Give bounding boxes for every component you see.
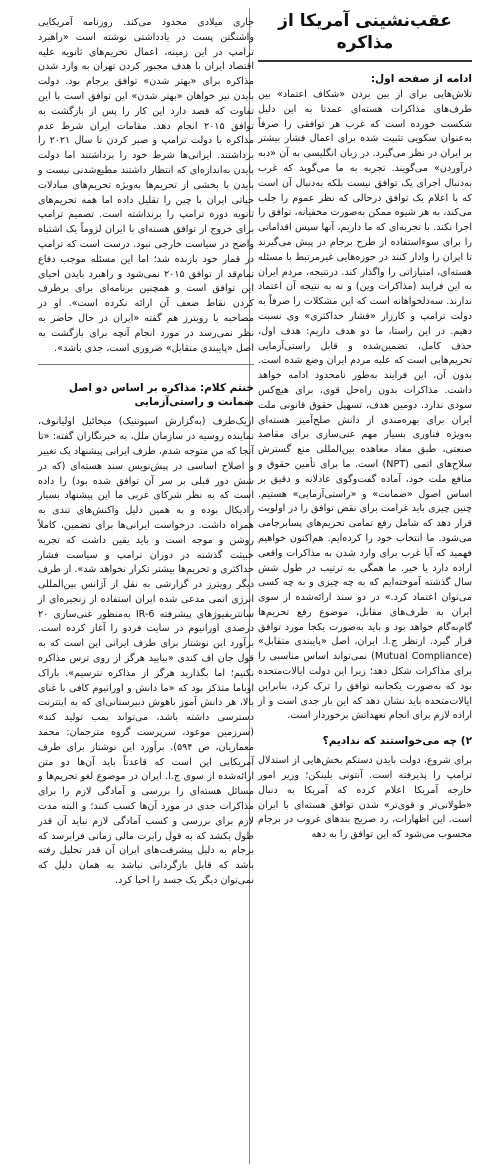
- headline-box: [258, 10, 472, 62]
- right-body-text: تلاش‌هایی برای از بین بردن «شکاف اعتماد» بین طرف‌های مذاکرات هسته‌ای عمدتا به این دلیل شکست خورده است که غرب هر توافقی را صرفاً به‌عنوان سکویی تثبیت شده برای اعمال فشار بیشتر بر ایران در نظر می‌گیرد. در زبان انگلیسی به آن «دبه درآوردن» می‌گویند. تجربه به ما می‌گوید که غرب به‌دنبال اجرای یک توافق نیست بلکه به‌دنبال آن است که با اعلام یک توافق درحالی که نظر عموم را جلب می‌کند، به هر شیوه ممکن به‌صورت مخفیانه، توافق را اجرا نکند. با تجربه‌ای که ما داریم، آنها سپس اقداماتی را برای سوءاستفاده از طرح برجام در پیش می‌گیرند تا ایران را وادار کنند در حوزه‌هایی غیرمرتبط با مسئله هسته‌ای، امتیازاتی را واگذار کند. درنتیجه، مردم ایران به این فرایند (مذاکرات وین) و نه به نتیجه آن اعتماد ندارند. سه‌دلخواهانه است که این مشکلات را صرفاً به دولت ترامپ و کارزار «فشار حداکثری» وی نسبت دهیم. در این راستا، ما دو هدف داریم: هدف اول، حذف کامل، تضمین‌شده و قابل راستی‌آزمایی تحریم‌هایی است که علیه مردم ایران وضع شده است. بدون آن، این فرایند به‌طور نامحدود ادامه خواهد داشت. مذاکرات بدون راه‌حل قوی، برای هیچ‌کس سودی ندارد. دومین هدف، تسهیل حقوق قانونی ملت ایران برای بهره‌مندی از دانش صلح‌آمیز هسته‌ای به‌ویژه فناوری بسیار مهم غنی‌سازی برای مقاصد صنعتی، طبق مفاد معاهده بین‌المللی منع گسترش سلاح‌های اتمی (NPT) است. ما برای تأمین حقوق و منافع ملت خود، آماده گفت‌وگوی عادلانه و دقیق بر اساس اصول «ضمانت» و «راستی‌آزمایی» هستیم. چنین چیزی باید غرامت برای نقض توافق را در اولویت قرار دهد که شامل رفع تمامی تحریم‌های پسابرجامی می‌شود. ما انتخاب خود را کرده‌ایم. هم‌اکنون خواهیم فهمید که آیا غرب برای وارد شدن به مذاکرات واقعی اراده دارد یا خیر. ما همگی به ترتیب در طول شش سال گذشته آموخته‌ایم که به چه چیزی و به چه کسی می‌توان اعتماد کرد.» در دو سند ارائه‌شده از سوی ایران به طرف‌های مقابل، موضوع رفع تحریم‌ها گام‌به‌گام خواهد بود و باید به‌صورت یکجا مورد توافق قرار گیرد. ازنظر ج.ا. ایران، اصل «پایبندی متقابل» (Mutual Compliance) نمی‌تواند اساس مناسبی را برای مذاکرات شکل دهد؛ زیرا این دولت ایالات‌متحده بود که به‌صورت یکجانبه توافق را ترک کرد، بنابراین ایالات‌متحده باید نشان دهد که این بار جدی است و از اراده لازم برای انجام تعهداتش برخوردار است.: [258, 89, 472, 722]
- conclusion-body-text: ازیک‌طرف (به‌گزارش اسپوتنیک) میخائیل اولیانوف، نماینده روسیه در سازمان ملل، به خبرنگاران گفته: «تا آنجا که من متوجه شدم، طرف ایرانی پیشنهاد یک تغییر و اصلاح اساسی در پیش‌نویس سند هسته‌ای (که در شش دور قبلی بر سر آن توافق شده بود) را داده است که به نظر شرکای غربی ما این پیشنهاد بسیار رادیکال بوده و به همین دلیل واکنش‌های تندی به همراه داشت. درخواست ایرانی‌ها برای تضمین، کاملاً روشن و موجه است و باید یقین داشت که تجربه خبیثت گذشته در دوران ترامپ و سیاست فشار حداکثری و تحریم‌ها بیشتر تکرار نخواهد شد». از طرف دیگر رویترز در گزارشی به نقل از آژانس بین‌المللی انرژی اتمی مدعی شده ایران استفاده از زنجیره‌ای از سانتریفیوژهای پیشرفته IR-6 به‌منظور غنی‌سازی ۲۰ درصدی اورانیوم در سایت فردو را آغاز کرده است. برآورد این نوشتار برای طرف ایرانی این است که به قول جان اف کندی «بیایید هرگز از روی ترس مذاکره نکنیم؛ اما بگذارید هرگز از مذاکره نترسیم». باراک اوباما متذکر بود که «ما دانش و اورانیوم کافی با غنای بالا، هر دانش آموز باهوش دبیرستانی‌ای که به اینترنت دسترسی داشته باشد، می‌تواند بمب تولید کند» (سرزمین موعود، سرپرست گروه مترجمان: محمد معماریان، ص ۵۹۴). برآورد این نوشتار برای طرف آمریکایی این است که قاعدتاً باید آن‌ها دو متن ارائه‌شده از سوی ج.ا. ایران در موضوع لغو تحریم‌ها و مسائل هسته‌ای را بررسی و آمادگی لازم را برای مذاکرات جدی در مورد آن‌ها کسب کنند؛ و البته مدت لازم برای بررسی و کسب آمادگی لازم نباید آن قدر طول بکشد که به قول رابرت مالی زمانی فرابرسد که برجام به دلیل پیشرفت‌های ایران آن قدر تحلیل رفته باشد که قابل بازگردانی نباشد به همان دلیل که نمی‌توان دیگر یک جسد را احیا کرد.: [38, 416, 255, 887]
- left-body-text: جاری میلادی محدود می‌کند. روزنامه آمریکایی واشنگتن پست در یادداشتی نوشته است «راهبرد ترامپ در این زمینه، اعمال تحریم‌های ثانویه علیه اقتصاد ایران با هدف مجبور کردن تهران به وارد شدن مذاکره برای «بهتر شدن» توافق برجام بود. دولت بایدن نیز خواهان «بهتر شدن» این توافق است با این تفاوت که قصد دارد این کار را پس از بازگشت به توافق ۲۰۱۵ انجام دهد. مقامات ایران شرط عدم مذاکره با دولت ترامپ و صبر کردن تا سال ۲۰۲۱ را برداشتند. ایرانی‌ها شرط خود را برداشتند اما دولت بایدن به‌اندازه‌ای که انتظار داشتند مطیع‌شدنی نیست و بایدن با بخشی از تحریم‌ها به‌ویژه تحریم‌های مبادلات حیاتی ایران با چین را تقلیل داده اما همه تحریم‌های ثانویه دوره ترامپ را برنداشته است. تصمیم ترامپ برای خروج از توافق هسته‌ای با ایران لزوماً یک اشتباه واضح در سیاست خارجی نبود. درست است که ترامپ در قمار خود بازنده شد؛ اما این مسئله موجب دفاع تمام‌قد از توافق ۲۰۱۵ نمی‌شود و راهبرد بایدن احیای این توافق است و همچنین برنامه‌ای برای برطرف کردن نقاط ضعف آن ارائه نکرده است». او در مصاحبه با رویترز هم گفته «ایران در حال حاضر به نظر نمی‌رسد در مورد انجام آنچه برای بازگشت به اصل «پایبندی متقابل» ضروری است، جدی باشد».: [38, 17, 255, 354]
- conclusion-title: خنثم کلام: مذاکره بر اساس دو اصل ضمانت و راستی‌آزمایی: [68, 382, 254, 409]
- section-body-text: برای شروع، دولت بایدن دستکم بخش‌هایی از استدلال ترامپ را پذیرفته است. آنتونی بلینکن؛ وزیر امور خارجه آمریکا اعلام کرده که آمریکا به دنبال «طولانی‌تر و قوی‌تر» شدن توافق هسته‌ای با ایران است. این اظهارات، رد صریح بندهای غروب در برجام محسوب می‌شود که این توافق را به دهه: [258, 755, 472, 841]
- right-column: [258, 10, 472, 843]
- conclusion-box: [38, 364, 254, 889]
- section-title: ۲) چه می‌خواستند که ندادیم؟: [322, 735, 472, 748]
- continue-label: ادامه از صفحه اول:: [370, 73, 472, 85]
- left-column: [38, 16, 254, 889]
- headline: عقب‌نشینی آمریکا از مذاکره: [278, 11, 452, 53]
